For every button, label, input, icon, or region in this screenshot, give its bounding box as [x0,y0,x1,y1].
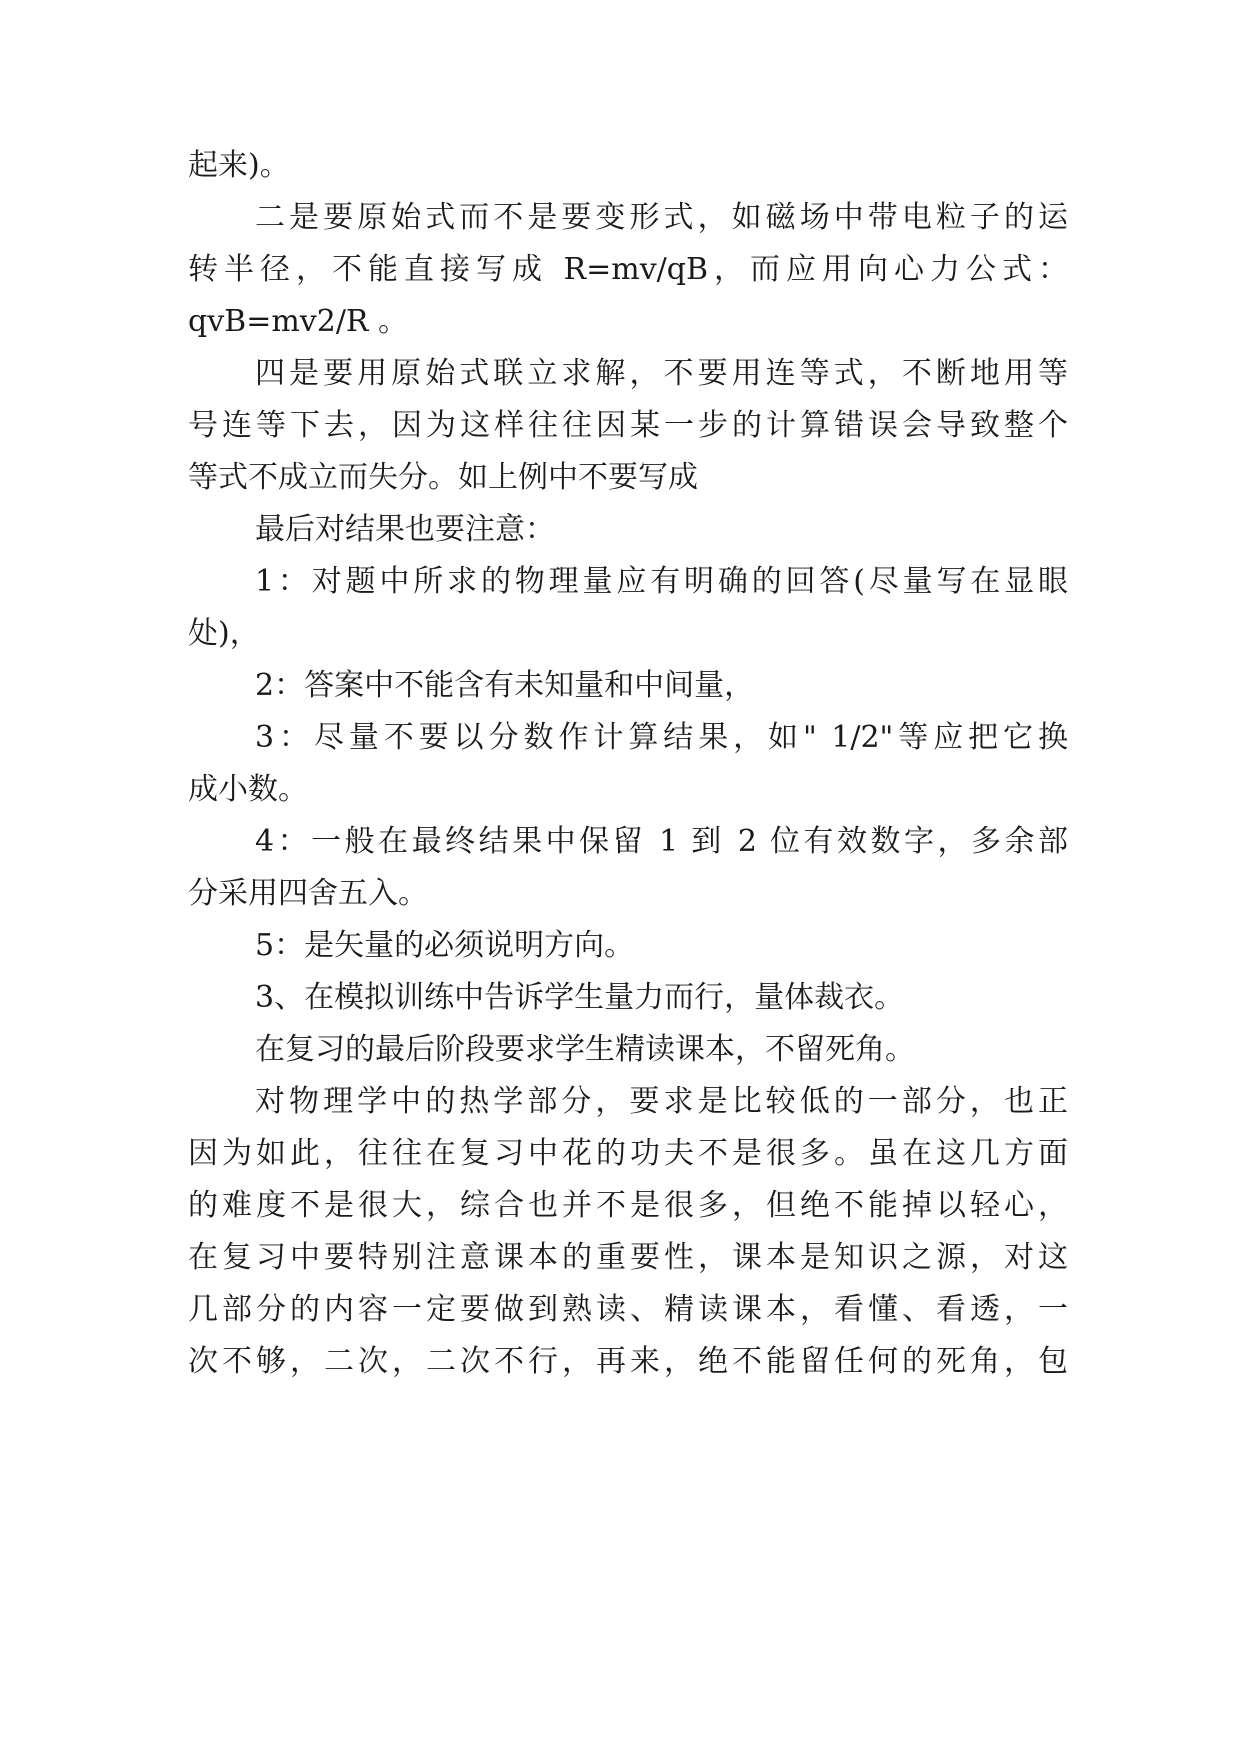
text-line: 几部分的内容一定要做到熟读、精读课本，看懂、看透，一 [188,1292,1068,1327]
text-line: 等式不成立而失分。如上例中不要写成 [188,460,698,495]
text-line: 最后对结果也要注意： [255,512,555,547]
text-line: qvB=mv2/R 。 [188,304,409,339]
text-line: 四是要用原始式联立求解，不要用连等式，不断地用等 [255,356,1068,391]
text-line: 在复习的最后阶段要求学生精读课本，不留死角。 [255,1032,915,1067]
text-line: 转半径，不能直接写成 R=mv/qB，而应用向心力公式： [188,252,1068,287]
text-line: 对物理学中的热学部分，要求是比较低的一部分，也正 [255,1084,1068,1119]
text-line: 因为如此，往往在复习中花的功夫不是很多。虽在这几方面 [188,1136,1068,1171]
text-line: 二是要原始式而不是要变形式，如磁场中带电粒子的运 [255,200,1068,235]
text-line: 1：对题中所求的物理量应有明确的回答(尽量写在显眼 [255,564,1068,599]
text-line: 3、在模拟训练中告诉学生量力而行，量体裁衣。 [255,980,905,1015]
text-line: 4：一般在最终结果中保留 1 到 2 位有效数字，多余部 [255,824,1068,859]
text-line: 分采用四舍五入。 [188,876,428,911]
text-line: 2：答案中不能含有未知量和中间量， [255,668,755,703]
text-line: 处)， [188,616,260,651]
text-line: 起来)。 [188,148,290,183]
text-line: 成小数。 [188,772,308,807]
text-line: 3：尽量不要以分数作计算结果，如" 1/2"等应把它换 [255,720,1068,755]
text-line: 次不够，二次，二次不行，再来，绝不能留任何的死角，包 [188,1344,1068,1379]
text-line: 号连等下去，因为这样往往因某一步的计算错误会导致整个 [188,408,1068,443]
text-line: 在复习中要特别注意课本的重要性，课本是知识之源，对这 [188,1240,1068,1275]
text-line: 的难度不是很大，综合也并不是很多，但绝不能掉以轻心， [188,1188,1068,1223]
text-line: 5：是矢量的必须说明方向。 [255,928,635,963]
